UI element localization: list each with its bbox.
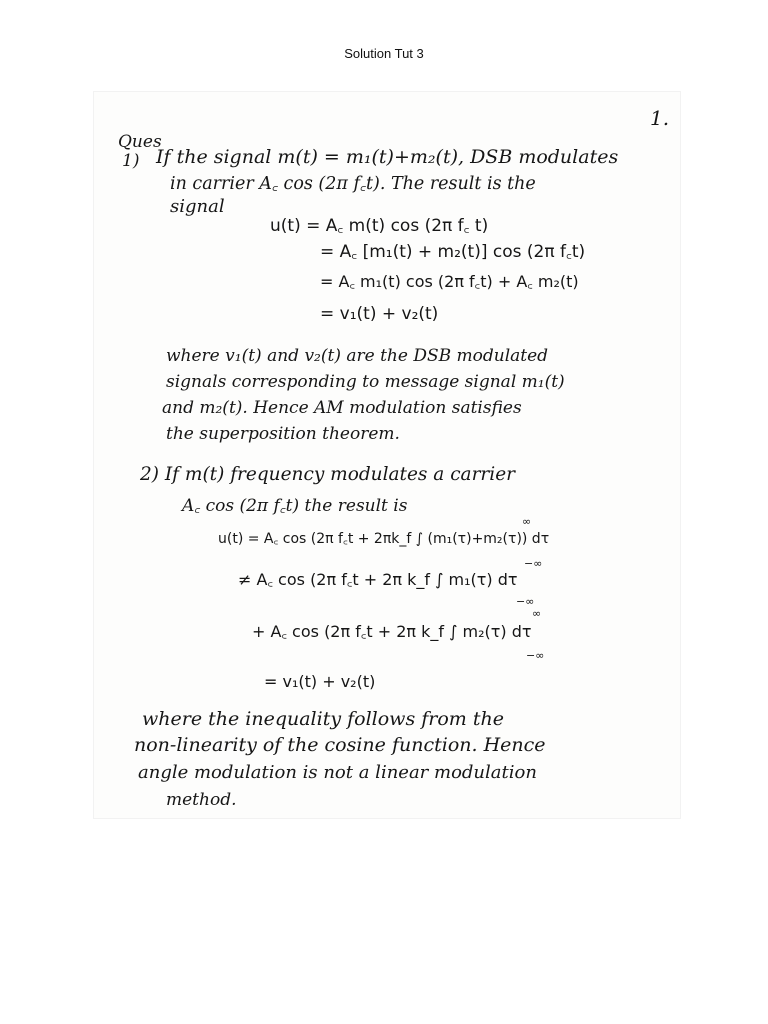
part2-line1: 2) If m(t) frequency modulates a carrier <box>140 464 515 485</box>
part2-text4: method. <box>166 790 237 810</box>
part1-eq3: = A꜀ m₁(t) cos (2π f꜀t) + A꜀ m₂(t) <box>320 272 579 291</box>
part1-line1: If the signal m(t) = m₁(t)+m₂(t), DSB modulates <box>156 146 619 168</box>
part2-inf-top-1: ∞ <box>522 515 532 528</box>
part2-eq2: ≠ A꜀ cos (2π f꜀t + 2π k_f ∫ m₁(τ) dτ <box>238 570 518 589</box>
part1-eq1: u(t) = A꜀ m(t) cos (2π f꜀ t) <box>270 216 489 236</box>
part1-text4: the superposition theorem. <box>166 424 400 444</box>
part2-text2: non-linearity of the cosine function. Hence <box>134 734 546 756</box>
part1-line2: in carrier A꜀ cos (2π f꜀t). The result is the <box>170 174 536 194</box>
ques-label: Ques <box>118 132 162 152</box>
part1-text1: where v₁(t) and v₂(t) are the DSB modulated <box>166 346 549 366</box>
page-number: 1. <box>650 106 670 130</box>
part2-line2: A꜀ cos (2π f꜀t) the result is <box>182 496 408 516</box>
part2-inf-bot-2: −∞ <box>516 595 535 608</box>
part2-inf-top-3: ∞ <box>532 607 542 620</box>
part2-text3: angle modulation is not a linear modulation <box>138 762 537 783</box>
page-title: Solution Tut 3 <box>344 46 424 61</box>
part2-eq3: + A꜀ cos (2π f꜀t + 2π k_f ∫ m₂(τ) dτ <box>252 622 532 641</box>
part2-inf-bot-3: −∞ <box>526 649 545 662</box>
part2-eq4: = v₁(t) + v₂(t) <box>264 672 376 691</box>
part2-text1: where the inequality follows from the <box>142 708 504 730</box>
part2-inf-bot-1: −∞ <box>524 557 543 570</box>
part2-eq1: u(t) = A꜀ cos (2π f꜀t + 2πk_f ∫ (m₁(τ)+m₂(τ)) dτ <box>218 531 550 547</box>
part1-eq4: = v₁(t) + v₂(t) <box>320 304 439 324</box>
part1-number: 1) <box>122 151 140 171</box>
part1-line3: signal <box>170 196 225 217</box>
part1-text3: and m₂(t). Hence AM modulation satisfies <box>162 398 522 418</box>
handwritten-page <box>94 92 680 818</box>
part1-text2: signals corresponding to message signal m₁(t) <box>166 372 565 392</box>
part1-eq2: = A꜀ [m₁(t) + m₂(t)] cos (2π f꜀t) <box>320 242 586 262</box>
